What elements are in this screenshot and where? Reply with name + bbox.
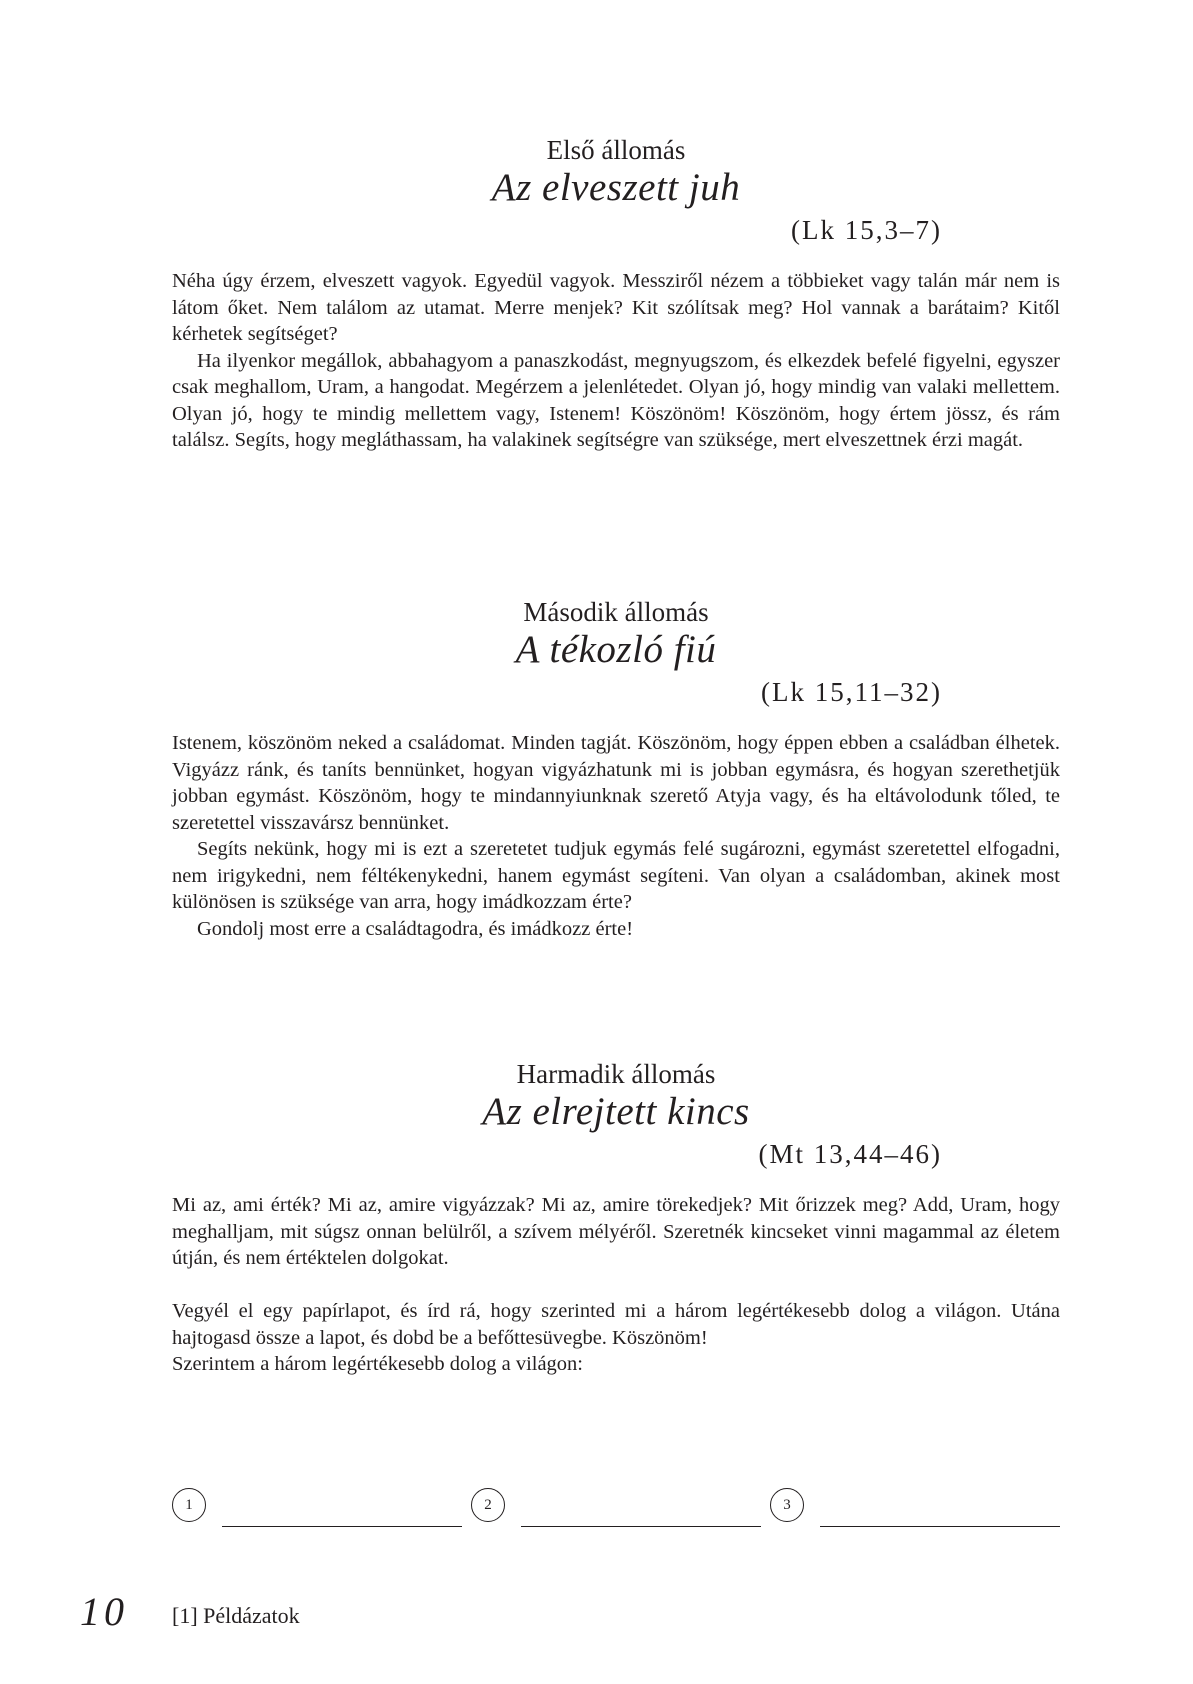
station-2-paragraph-1: Istenem, köszönöm neked a családomat. Minden tagját. Köszönöm, hogy éppen ebben a családban élhetek. Vigyázz ránk, és taníts bennünket, hogyan vigyázhatunk mi is jobban egymásra, és hogyan szerethetjük jobban egymást. Köszönöm, hogy te mindannyiunknak szerető Atyja vagy, és ha eltávolodunk tőled, te szeretettel visszavársz bennünket. [172, 732, 1060, 834]
station-3-paragraph-3: Szerintem a három legértékesebb dolog a világon: [172, 1353, 584, 1375]
station-3-title: Az elrejtett kincs [482, 1090, 750, 1133]
answer-line-3[interactable] [820, 1526, 1060, 1527]
answer-line-2[interactable] [521, 1526, 761, 1527]
station-2-reference: (Lk 15,11–32) [761, 677, 942, 707]
station-2-paragraph-3: Gondolj most erre a családtagodra, és imádkozz érte! [197, 917, 634, 940]
station-3-paragraph-2: Vegyél el egy papírlapot, és írd rá, hogy szerinted mi a három legértékesebb dolog a világon. Utána hajtogasd össze a lapot, és dobd be a befőttesüvegbe. Köszönöm! [172, 1300, 1060, 1349]
answer-fields [172, 1488, 1060, 1528]
station-2-label: Második állomás [523, 597, 709, 627]
station-2-paragraph-2: Segíts nekünk, hogy mi is ezt a szeretetet tudjuk egymás felé sugározni, egymást szeretettel elfogadni, nem irigykedni, nem féltékenykedni, hanem egymást segíteni. Van olyan a családomban, akinek most különösen is szüksége van arra, hogy imádkozzam érte? [172, 838, 1060, 913]
chapter-label: [1] Példázatok [172, 1603, 300, 1628]
answer-slot-3 [770, 1488, 1060, 1528]
answer-number-3: 3 [770, 1488, 804, 1522]
station-3-reference: (Mt 13,44–46) [758, 1139, 942, 1169]
station-3 [172, 1058, 1060, 1378]
station-1-paragraph-2: Ha ilyenkor megállok, abbahagyom a panaszkodást, megnyugszom, és elkezdek befelé figyelni, egyszer csak meghallom, Uram, a hangodat. Megérzem a jelenlétedet. Olyan jó, hogy mindig van valaki mellettem. Olyan jó, hogy te mindig mellettem vagy, Istenem! Köszönöm! Köszönöm, hogy értem jössz, és rám találsz. Segíts, hogy megláthassam, ha valakinek segítségre van szüksége, mert elveszettnek érzi magát. [172, 349, 1060, 451]
answer-number-2: 2 [471, 1488, 505, 1522]
answer-slot-1 [172, 1488, 462, 1528]
station-2 [172, 596, 1060, 942]
station-1-reference: (Lk 15,3–7) [791, 215, 942, 245]
station-3-label: Harmadik állomás [516, 1059, 716, 1089]
station-2-title: A tékozló fiú [515, 628, 717, 671]
station-3-paragraph-1: Mi az, ami érték? Mi az, amire vigyázzak? Mi az, amire törekedjek? Mit őrizzek meg? Add, Uram, hogy meghalljam, mit súgsz onnan belülről, a szívem mélyéről. Szeretnék kincseket vinni magammal az életem útján, és nem értéktelen dolgokat. [172, 1194, 1060, 1269]
answer-slot-2 [471, 1488, 761, 1528]
station-1-paragraph-1: Néha úgy érzem, elveszett vagyok. Egyedül vagyok. Messziről nézem a többieket vagy talán már nem is látom őket. Nem találom az utamat. Merre menjek? Kit szólítsak meg? Hol vannak a barátaim? Kitől kérhetek segítséget? [172, 270, 1060, 345]
station-1-label: Első állomás [546, 135, 686, 165]
station-1 [172, 134, 1060, 454]
answer-line-1[interactable] [222, 1526, 462, 1527]
station-1-title: Az elveszett juh [491, 166, 741, 209]
answer-number-1: 1 [172, 1488, 206, 1522]
paragraph-gap [172, 1272, 1060, 1299]
page-number: 10 [80, 1589, 128, 1634]
